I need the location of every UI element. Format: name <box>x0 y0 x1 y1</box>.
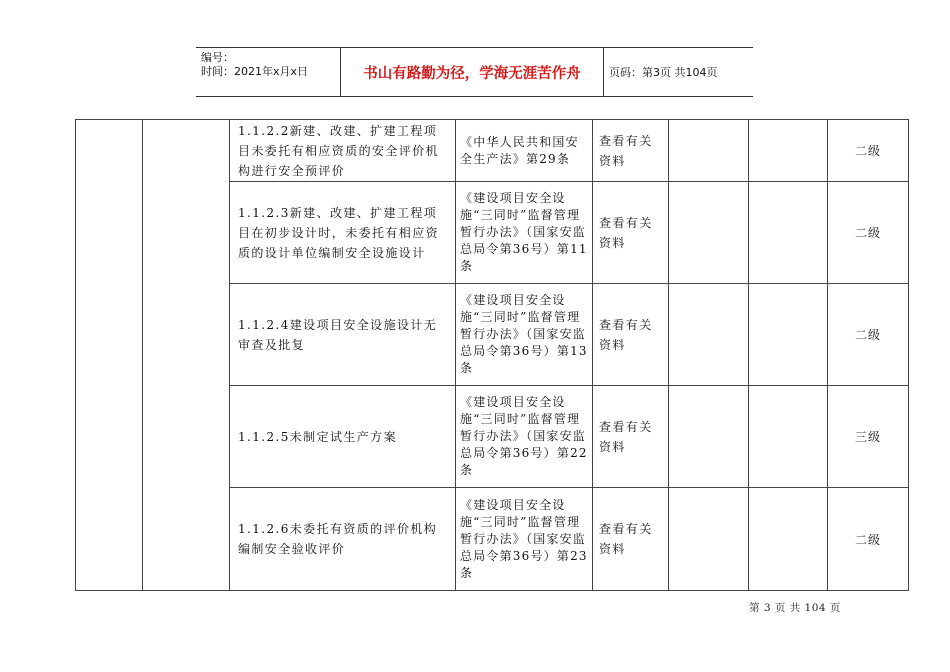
inspection-table <box>75 119 909 591</box>
subcategory-cell <box>143 120 230 591</box>
basis-cell: 《建设项目安全设施“三同时”监督管理暂行办法》（国家安监总局令第36号）第11条 <box>456 182 593 284</box>
table-row <box>76 120 909 182</box>
basis-cell: 《建设项目安全设施“三同时”监督管理暂行办法》（国家安监总局令第36号）第13条 <box>456 284 593 386</box>
item-cell: 1.1.2.2新建、改建、扩建工程项目未委托有相应资质的安全评价机构进行安全预评价 <box>230 120 456 182</box>
basis-cell: 《中华人民共和国安全生产法》第29条 <box>456 120 593 182</box>
page-footer: 第 3 页 共 104 页 <box>749 602 841 614</box>
level-cell: 二级 <box>828 284 909 386</box>
date-label: 时间：2021年x月x日 <box>201 65 309 78</box>
empty-cell <box>669 488 749 591</box>
level-cell: 二级 <box>828 120 909 182</box>
basis-cell: 《建设项目安全设施“三同时”监督管理暂行办法》（国家安监总局令第36号）第22条 <box>456 386 593 488</box>
header-motto: 书山有路勤为径，学海无涯苦作舟 <box>363 65 581 82</box>
empty-cell <box>749 284 828 386</box>
level-cell: 二级 <box>828 488 909 591</box>
category-cell <box>76 120 143 591</box>
method-cell: 查看有关资料 <box>593 488 669 591</box>
item-cell: 1.1.2.5未制定试生产方案 <box>230 386 456 488</box>
serial-label: 编号： <box>201 51 234 64</box>
empty-cell <box>749 120 828 182</box>
empty-cell <box>749 386 828 488</box>
method-cell: 查看有关资料 <box>593 120 669 182</box>
empty-cell <box>669 284 749 386</box>
header-page-number: 页码：第3页 共104页 <box>609 66 718 79</box>
empty-cell <box>669 386 749 488</box>
method-cell: 查看有关资料 <box>593 284 669 386</box>
method-cell: 查看有关资料 <box>593 182 669 284</box>
item-cell: 1.1.2.4建设项目安全设施设计无审查及批复 <box>230 284 456 386</box>
empty-cell <box>749 182 828 284</box>
level-cell: 三级 <box>828 386 909 488</box>
item-cell: 1.1.2.3新建、改建、扩建工程项目在初步设计时，未委托有相应资质的设计单位编制安全设施设计 <box>230 182 456 284</box>
header-divider <box>603 48 604 96</box>
method-cell: 查看有关资料 <box>593 386 669 488</box>
level-cell: 二级 <box>828 182 909 284</box>
page-header <box>196 47 753 97</box>
empty-cell <box>669 182 749 284</box>
empty-cell <box>669 120 749 182</box>
header-meta <box>201 51 308 79</box>
empty-cell <box>749 488 828 591</box>
item-cell: 1.1.2.6未委托有资质的评价机构编制安全验收评价 <box>230 488 456 591</box>
basis-cell: 《建设项目安全设施“三同时”监督管理暂行办法》（国家安监总局令第36号）第23条 <box>456 488 593 591</box>
